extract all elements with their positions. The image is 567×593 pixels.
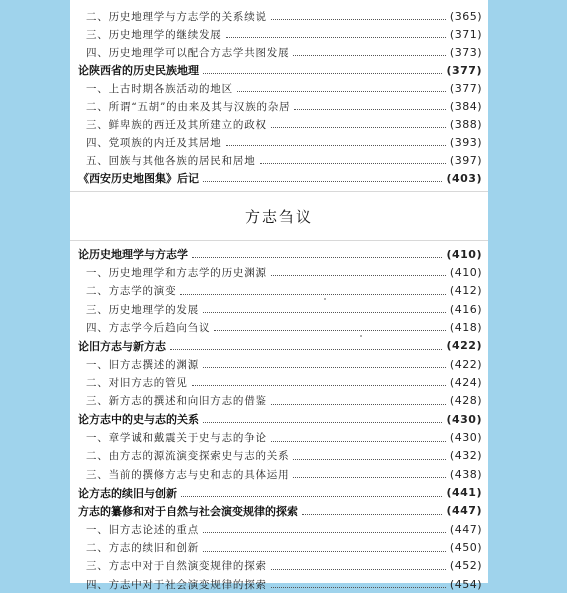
dot-leader bbox=[293, 54, 446, 56]
toc-subsection-entry bbox=[86, 79, 482, 97]
toc-page-number: (432) bbox=[449, 449, 482, 463]
toc-page-number: (377) bbox=[446, 63, 482, 77]
toc-page-number: (371) bbox=[449, 27, 482, 41]
toc-entry-title: 三、历史地理学的继续发展 bbox=[86, 28, 222, 41]
toc-section-entry bbox=[78, 337, 482, 355]
toc-page-number: (397) bbox=[449, 153, 482, 167]
toc-page-number: (422) bbox=[446, 339, 482, 353]
dot-leader bbox=[237, 90, 446, 92]
dot-leader bbox=[203, 311, 446, 313]
toc-page-number: (412) bbox=[449, 284, 482, 298]
toc-entry-title: 方志的纂修和对于自然与社会演变规律的探索 bbox=[78, 504, 298, 518]
toc-page-number: (418) bbox=[449, 320, 482, 334]
dot-leader bbox=[214, 329, 446, 331]
toc-page-number: (377) bbox=[449, 81, 482, 95]
toc-subsection-entry bbox=[86, 373, 482, 391]
toc-entry-title: 三、新方志的撰述和向旧方志的借鉴 bbox=[86, 395, 267, 408]
toc-entry-title: 二、由方志的源流演变探索史与志的关系 bbox=[86, 450, 290, 463]
toc-entry-title: 四、方志学今后趋向刍议 bbox=[86, 321, 211, 334]
toc-section-entry bbox=[78, 484, 482, 502]
toc-page-number: (438) bbox=[449, 467, 482, 481]
dot-leader bbox=[260, 162, 446, 164]
toc-entry-title: 四、历史地理学可以配合方志学共图发展 bbox=[86, 46, 290, 59]
dot-leader bbox=[203, 72, 442, 74]
toc-page-number: (373) bbox=[449, 45, 482, 59]
scan-speck bbox=[324, 298, 326, 300]
toc-entry-title: 论方志的续旧与创新 bbox=[78, 486, 177, 500]
part-title: 方志刍议 bbox=[244, 208, 313, 226]
toc-page-number: (454) bbox=[449, 577, 482, 591]
dot-leader bbox=[203, 366, 446, 368]
toc-entry-title: 三、鲜卑族的西迁及其所建立的政权 bbox=[86, 118, 267, 131]
toc-page-number: (410) bbox=[446, 247, 482, 261]
toc-page-number: (403) bbox=[446, 171, 482, 185]
dot-leader bbox=[271, 274, 446, 276]
dot-leader bbox=[226, 144, 446, 146]
toc-page-number: (416) bbox=[449, 302, 482, 316]
toc-entry-title: 二、方志的续旧和创新 bbox=[86, 542, 199, 555]
toc-subsection-entry bbox=[86, 263, 482, 281]
toc-entry-title: 论历史地理学与方志学 bbox=[78, 248, 188, 261]
toc-entry-title: 一、旧方志论述的重点 bbox=[86, 523, 199, 536]
toc-entry-title: 论陕西省的历史民族地理 bbox=[78, 64, 199, 77]
toc-page-number: (410) bbox=[449, 265, 482, 279]
dot-leader bbox=[271, 440, 446, 442]
toc-page-number: (430) bbox=[449, 431, 482, 444]
toc-entry-title: 一、旧方志撰述的渊源 bbox=[86, 358, 199, 371]
toc-entry-title: 二、所谓“五胡”的由来及其与汉族的杂居 bbox=[86, 100, 291, 113]
toc-page-number: (384) bbox=[449, 99, 482, 113]
toc-page-number: (447) bbox=[446, 504, 482, 518]
dot-leader bbox=[302, 513, 442, 515]
dot-leader bbox=[271, 403, 446, 405]
toc-subsection-entry bbox=[86, 520, 482, 538]
toc-subsection-entry bbox=[86, 133, 482, 151]
toc-subsection-entry bbox=[86, 447, 482, 465]
dot-leader bbox=[271, 18, 446, 20]
dot-leader bbox=[271, 586, 446, 588]
toc-section-entry bbox=[78, 169, 482, 187]
toc-subsection-entry bbox=[86, 115, 482, 133]
toc-page-number: (441) bbox=[446, 486, 482, 500]
toc-section-entry bbox=[78, 245, 482, 263]
toc-subsection-entry bbox=[86, 465, 482, 483]
toc-entry-title: 论方志中的史与志的关系 bbox=[78, 413, 199, 427]
toc-subsection-entry bbox=[86, 25, 482, 43]
toc-entry-title: 二、对旧方志的管见 bbox=[86, 376, 188, 389]
dot-leader bbox=[203, 421, 442, 423]
dot-leader bbox=[170, 348, 442, 350]
toc-entry-title: 论旧方志与新方志 bbox=[78, 339, 166, 353]
toc-subsection-entry bbox=[86, 539, 482, 557]
toc-subsection-entry bbox=[86, 355, 482, 373]
book-page bbox=[70, 0, 488, 591]
toc-page-number: (422) bbox=[449, 357, 482, 371]
divider bbox=[70, 191, 488, 192]
dot-leader bbox=[192, 384, 446, 386]
dot-leader bbox=[293, 458, 446, 460]
toc-entry-title: 一、历史地理学和方志学的历史渊源 bbox=[86, 266, 267, 279]
scan-speck bbox=[360, 335, 362, 337]
toc-subsection-entry bbox=[86, 97, 482, 115]
toc-subsection-entry bbox=[86, 392, 482, 410]
toc-page-number: (452) bbox=[449, 559, 482, 573]
dot-leader bbox=[203, 180, 442, 182]
toc-page-number: (388) bbox=[449, 117, 482, 131]
toc-subsection-entry bbox=[86, 300, 482, 318]
dot-leader bbox=[181, 495, 442, 497]
toc-entry-title: 一、上古时期各族活动的地区 bbox=[86, 82, 233, 95]
toc-entry-title: 二、方志学的演变 bbox=[86, 285, 177, 298]
dot-leader bbox=[203, 531, 446, 533]
toc-entry-title: 四、方志中对于社会演变规律的探索 bbox=[86, 578, 267, 591]
toc-page-number: (393) bbox=[449, 135, 482, 149]
toc-section-entry bbox=[78, 502, 482, 520]
dot-leader bbox=[271, 568, 446, 570]
toc-subsection-entry bbox=[86, 429, 482, 447]
dot-leader bbox=[294, 108, 445, 110]
dot-leader bbox=[293, 476, 446, 478]
toc-page-number: (430) bbox=[446, 412, 482, 426]
toc-entry-title: 三、当前的撰修方志与史和志的具体运用 bbox=[86, 468, 290, 481]
toc-subsection-entry bbox=[86, 43, 482, 61]
toc-page-number: (428) bbox=[449, 394, 482, 408]
toc-section-entry bbox=[78, 61, 482, 79]
dot-leader bbox=[271, 126, 446, 128]
dot-leader bbox=[180, 293, 446, 295]
toc-subsection-entry bbox=[86, 282, 482, 300]
toc-entry-title: 三、方志中对于自然演变规律的探索 bbox=[86, 560, 267, 573]
toc-entry-title: 二、历史地理学与方志学的关系续说 bbox=[86, 10, 267, 23]
toc-entry-title: 三、历史地理学的发展 bbox=[86, 303, 199, 316]
toc-entry-title: 四、党项族的内迁及其居地 bbox=[86, 136, 222, 149]
toc-subsection-entry bbox=[86, 7, 482, 25]
toc-subsection-entry bbox=[86, 557, 482, 575]
toc-page-number: (365) bbox=[449, 9, 482, 23]
dot-leader bbox=[226, 36, 446, 38]
toc-section-entry bbox=[78, 410, 482, 428]
toc-page-number: (447) bbox=[449, 522, 482, 536]
toc-page-number: (450) bbox=[449, 541, 482, 555]
toc-entry-title: 一、章学诚和戴震关于史与志的争论 bbox=[86, 432, 267, 444]
toc-subsection-entry bbox=[86, 318, 482, 336]
toc-subsection-entry bbox=[86, 575, 482, 593]
toc-page-number: (424) bbox=[449, 375, 482, 389]
toc-entry-title: 《西安历史地图集》后记 bbox=[78, 172, 199, 185]
toc-entry-title: 五、回族与其他各族的居民和居地 bbox=[86, 154, 256, 167]
divider bbox=[70, 240, 488, 241]
dot-leader bbox=[192, 256, 442, 258]
dot-leader bbox=[203, 550, 446, 552]
toc-subsection-entry bbox=[86, 151, 482, 169]
